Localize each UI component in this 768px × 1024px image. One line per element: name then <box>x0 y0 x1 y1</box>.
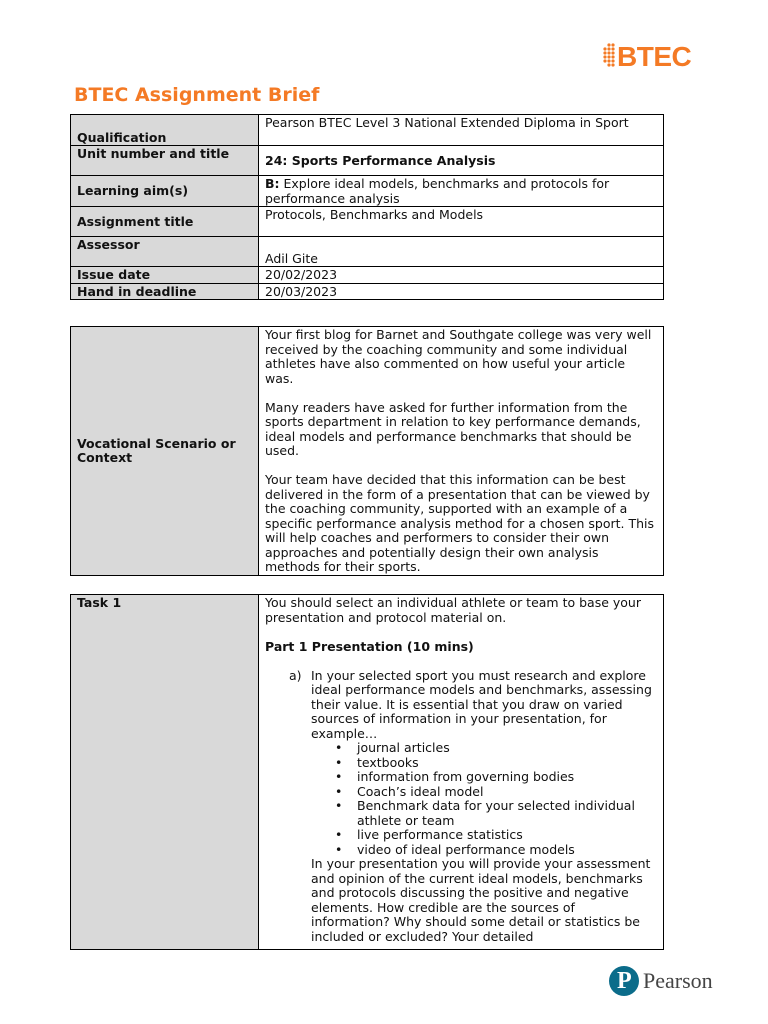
list-item: • video of ideal performance models <box>311 843 657 858</box>
deadline-label: Hand in deadline <box>71 283 259 300</box>
scenario-content <box>259 327 664 576</box>
scenario-table <box>70 326 664 576</box>
scenario-label: Vocational Scenario or Context <box>71 327 259 576</box>
row-issue-date <box>71 267 664 284</box>
issue-date-value: 20/02/2023 <box>259 267 664 284</box>
pearson-logo-icon: P <box>609 966 639 996</box>
task-part-heading: Part 1 Presentation (10 mins) <box>265 638 474 654</box>
task-item-a <box>289 669 657 945</box>
list-item: • textbooks <box>311 756 657 771</box>
assessor-value: Adil Gite <box>259 237 664 267</box>
unit-value: 24: Sports Performance Analysis <box>259 146 664 176</box>
list-item: • information from governing bodies <box>311 770 657 785</box>
learning-aim-prefix: B: <box>265 176 280 191</box>
task-label: Task 1 <box>71 595 259 950</box>
deadline-value: 20/03/2023 <box>259 283 664 300</box>
row-assessor <box>71 237 664 267</box>
pearson-logo-text: Pearson <box>643 968 713 993</box>
list-item: • Benchmark data for your selected individual athlete or team <box>311 799 657 828</box>
learning-aim-text: Explore ideal models, benchmarks and protocols for performance analysis <box>265 176 610 206</box>
page-title: BTEC Assignment Brief <box>74 84 320 106</box>
task-table <box>70 594 664 950</box>
issue-date-label: Issue date <box>71 267 259 284</box>
scenario-paragraph-3: Your team have decided that this information can be best delivered in the form of a presentation that can be viewed by the coaching community, supported with an example of a specific performance analysis method for a chosen sport. This will help coaches and performers to consider their own approaches and potentially design their own analysis methods for their sports. <box>265 472 655 574</box>
task-followup: In your presentation you will provide your assessment and opinion of the current ideal models, benchmarks and protocols discussing the positive and negative elements. How credible are the sources of information? Why should some detail or statistics be included or excluded? Your detailed <box>311 856 651 944</box>
qualification-value: Pearson BTEC Level 3 National Extended Diploma in Sport <box>259 115 664 146</box>
assignment-info-table <box>70 114 664 300</box>
row-learning-aim <box>71 176 664 207</box>
row-unit <box>71 146 664 176</box>
assignment-title-label: Assignment title <box>71 207 259 237</box>
qualification-label: Qualification <box>71 115 259 146</box>
assignment-title-value: Protocols, Benchmarks and Models <box>259 207 664 237</box>
scenario-paragraph-2: Many readers have asked for further information from the sports department in relation to key performance demands, ideal models and performance benchmarks that should be used. <box>265 399 641 458</box>
task-item-text: In your selected sport you must research and explore ideal performance models and benchmarks, assessing their value. It is essential that you draw on varied sources of information in your presentation, for example… <box>311 667 652 741</box>
list-item: • Coach’s ideal model <box>311 785 657 800</box>
row-deadline <box>71 283 664 300</box>
learning-aim-label: Learning aim(s) <box>71 176 259 207</box>
row-assignment-title <box>71 207 664 237</box>
scenario-paragraph-1: Your first blog for Barnet and Southgate college was very well received by the coaching community and some individual athletes have also commented on how useful your article was. <box>265 327 652 386</box>
list-item: • journal articles <box>311 741 657 756</box>
sources-list <box>311 741 657 857</box>
task-item-marker: a) <box>289 667 302 683</box>
list-item: • live performance statistics <box>311 828 657 843</box>
assessor-label: Assessor <box>71 237 259 267</box>
scenario-row <box>71 327 664 576</box>
task-intro: You should select an individual athlete or team to base your presentation and protocol material on. <box>265 595 641 625</box>
row-qualification <box>71 115 664 146</box>
task-content <box>259 595 664 950</box>
btec-logo-text: BTEC <box>617 41 692 72</box>
task-row <box>71 595 664 950</box>
learning-aim-value <box>259 176 664 207</box>
unit-label: Unit number and title <box>71 146 259 176</box>
